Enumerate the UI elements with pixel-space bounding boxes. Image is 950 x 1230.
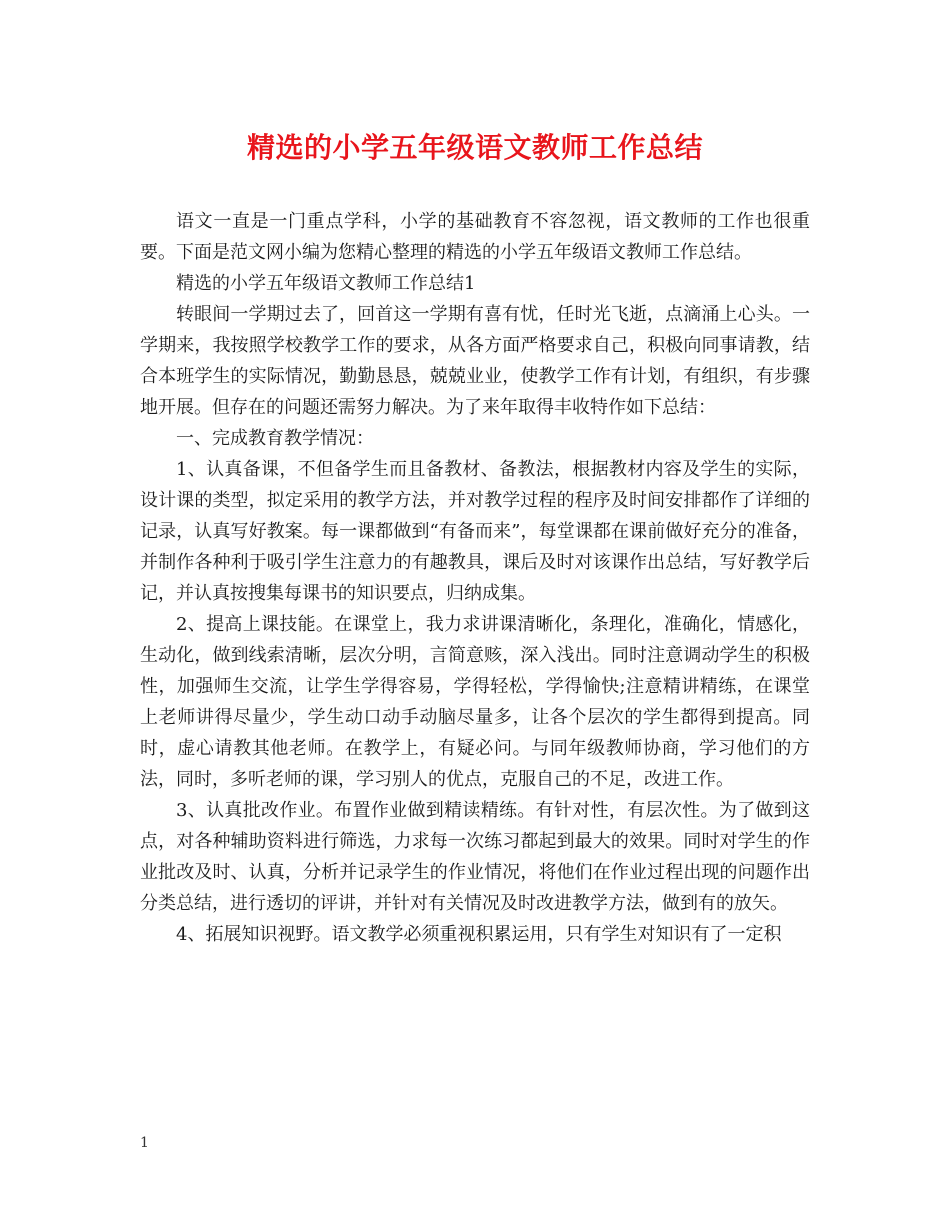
document-body [140,206,810,950]
paragraph-item-4: 4、拓展知识视野。语文教学必须重视积累运用，只有学生对知识有了一定积 [176,924,782,945]
paragraph-overview: 转眼间一学期过去了，回首这一学期有喜有忧，任时光飞逝，点滴涌上心头。一学期来，我按照学校教学工作的要求，从各方面严格要求自己，积极向同事请教，结合本班学生的实际情况，勤勤恳恳，兢兢业业，使教学工作有计划，有组织，有步骤地开展。但存在的问题还需努力解决。为了来年取得丰收特作如下总结： [140,304,810,418]
paragraph-intro: 语文一直是一门重点学科，小学的基础教育不容忽视，语文教师的工作也很重要。下面是范文网小编为您精心整理的精选的小学五年级语文教师工作总结。 [140,211,810,263]
paragraph-item-2: 2、提高上课技能。在课堂上，我力求讲课清晰化，条理化，准确化，情感化，生动化，做到线索清晰，层次分明，言简意赅，深入浅出。同时注意调动学生的积极性，加强师生交流，让学生学得容易，学得轻松，学得愉快;注意精讲精练，在课堂上老师讲得尽量少，学生动口动手动脑尽量多，让各个层次的学生都得到提高。同时，虚心请教其他老师。在教学上，有疑必问。与同年级教师协商，学习他们的方法，同时，多听老师的课，学习别人的优点，克服自己的不足，改进工作。 [140,614,810,790]
paragraph-section-heading: 精选的小学五年级语文教师工作总结1 [176,273,476,294]
paragraph-item-1: 1、认真备课，不但备学生而且备教材、备教法，根据教材内容及学生的实际，设计课的类型，拟定采用的教学方法，并对教学过程的程序及时间安排都作了详细的记录，认真写好教案。每一课都做到“有备而来”，每堂课都在课前做好充分的准备，并制作各种利于吸引学生注意力的有趣教具，课后及时对该课作出总结，写好教学后记，并认真按搜集每课书的知识要点，归纳成集。 [140,459,810,604]
paragraph-subheading: 一、完成教育教学情况： [176,428,374,449]
document-title: 精选的小学五年级语文教师工作总结 [246,131,703,164]
page-number: 1 [140,1135,149,1151]
paragraph-item-3: 3、认真批改作业。布置作业做到精读精练。有针对性，有层次性。为了做到这点，对各种辅助资料进行筛选，力求每一次练习都起到最大的效果。同时对学生的作业批改及时、认真，分析并记录学生的作业情况，将他们在作业过程出现的问题作出分类总结，进行透切的评讲，并针对有关情况及时改进教学方法，做到有的放矢。 [140,800,810,914]
